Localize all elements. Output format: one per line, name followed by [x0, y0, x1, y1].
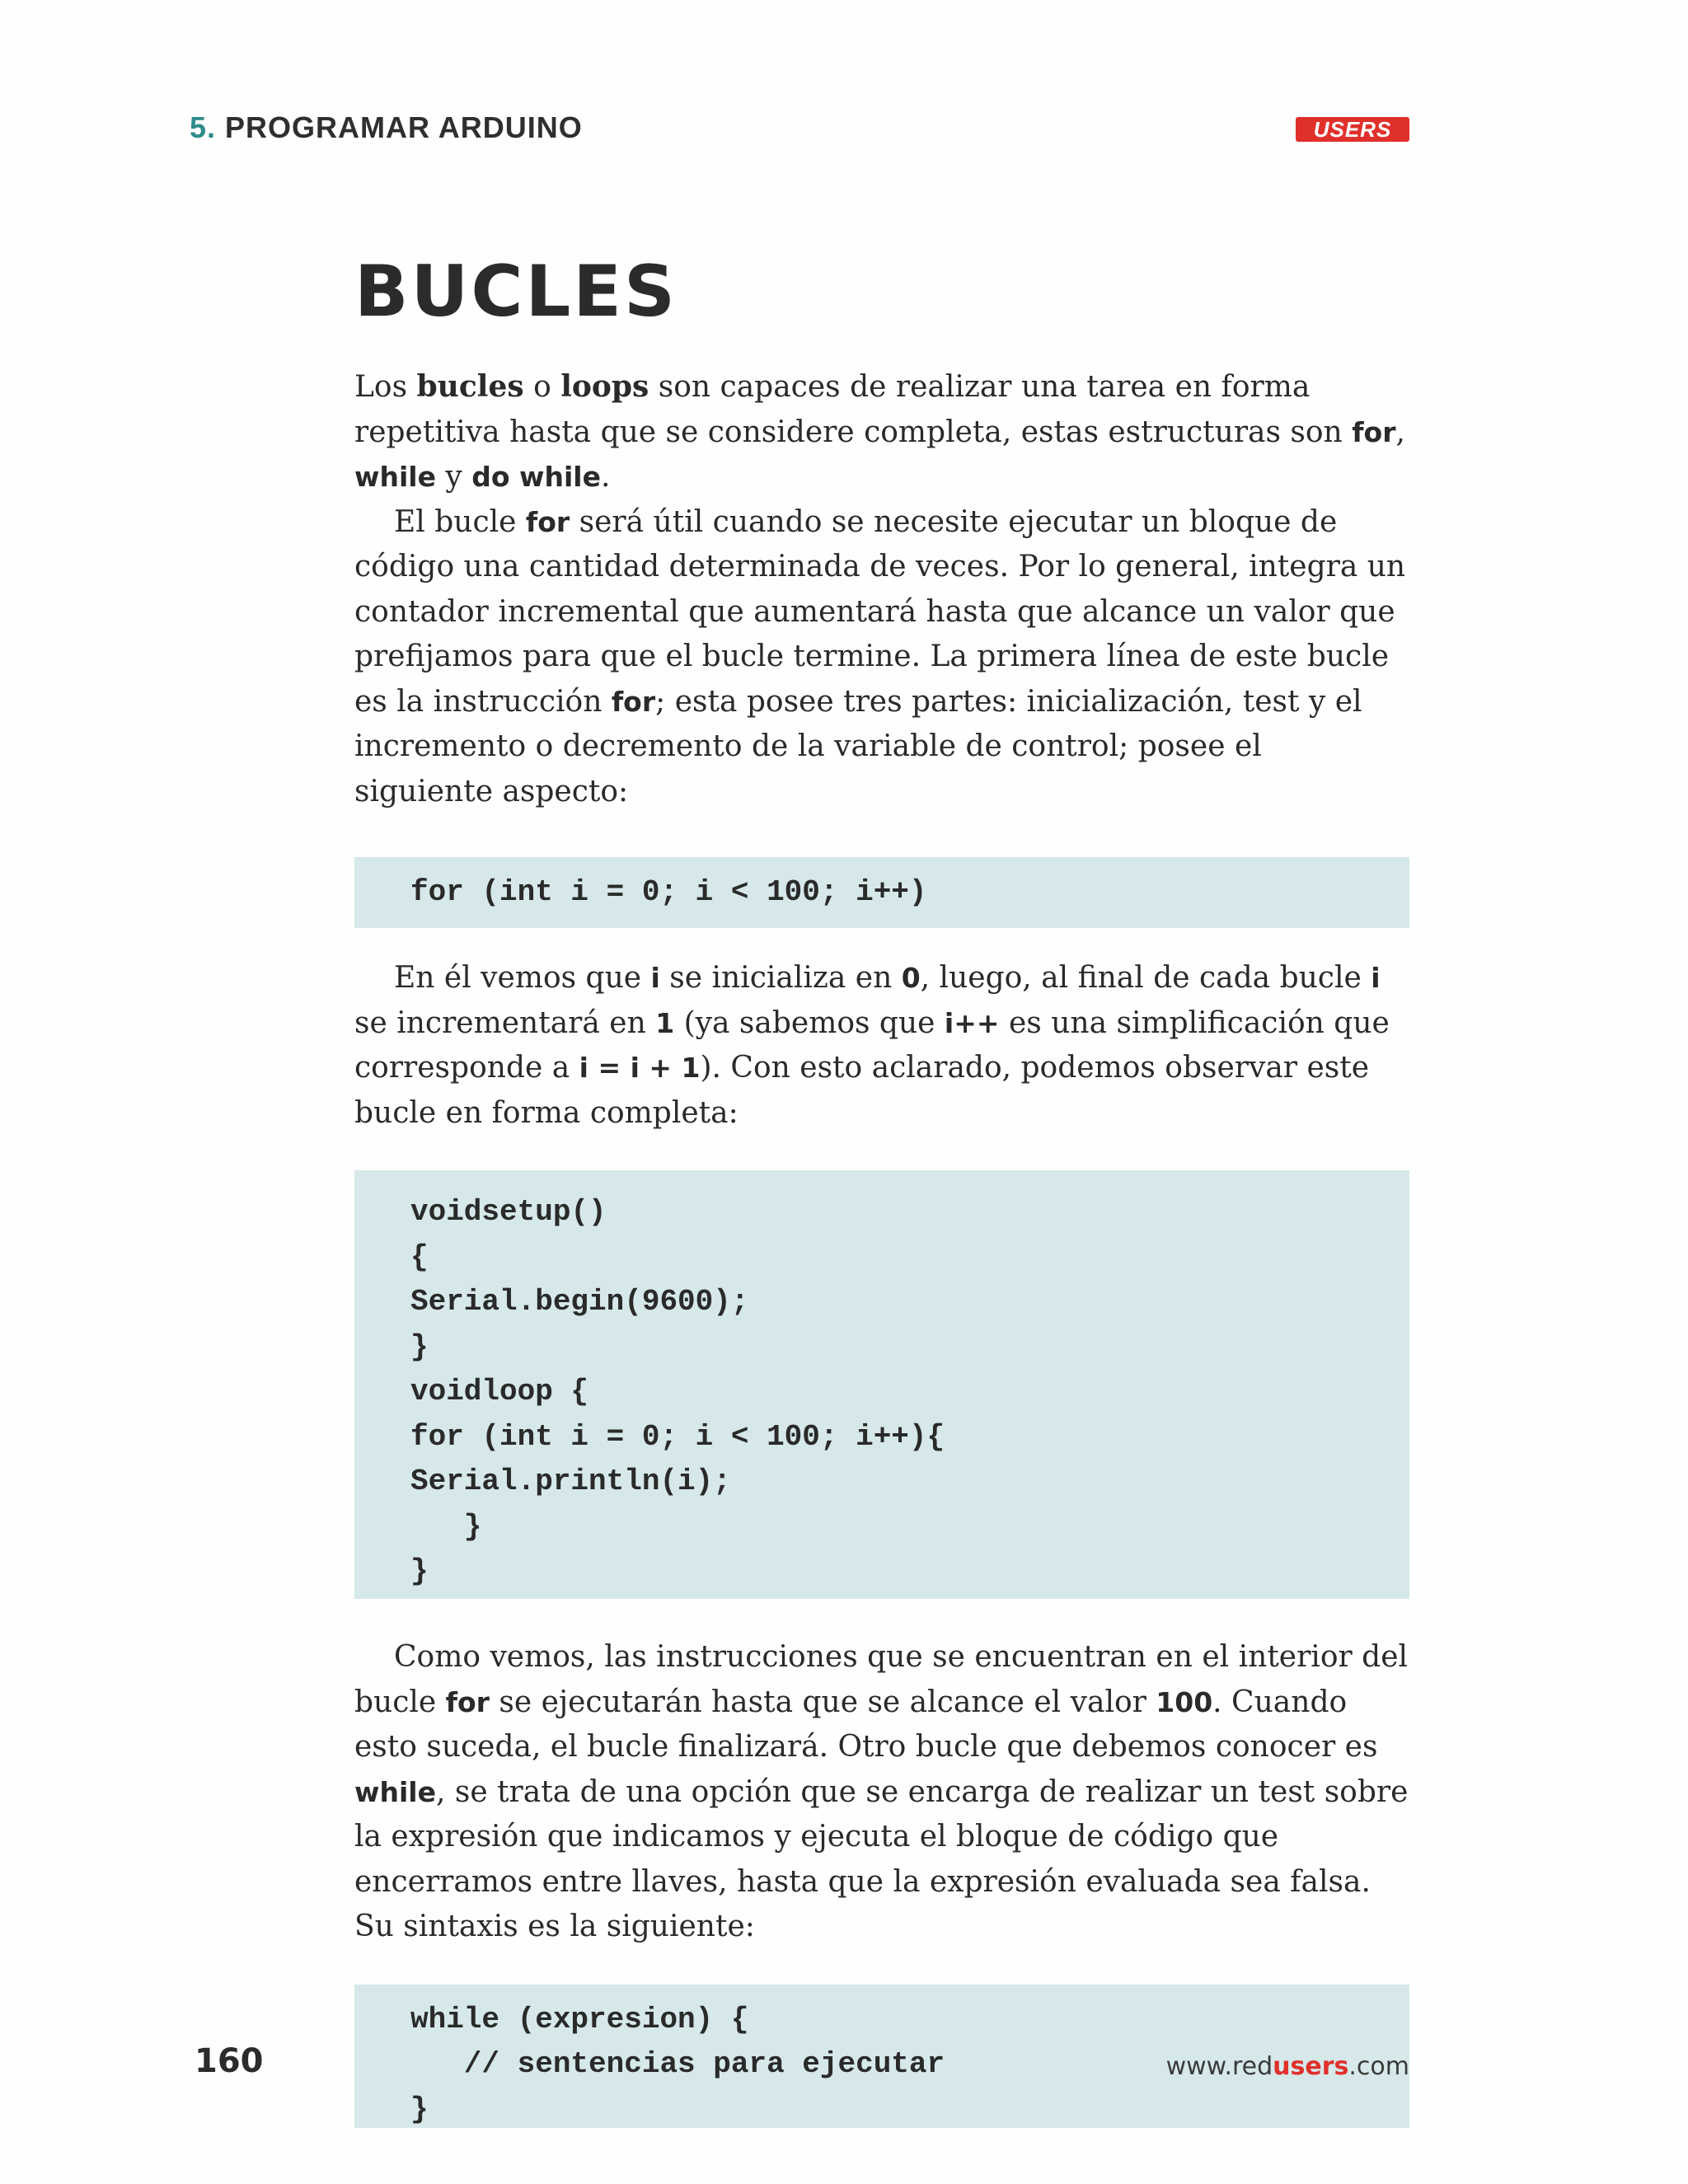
keyword-while: while [354, 1775, 436, 1808]
keyword-do-while: do while [471, 461, 601, 493]
text-run: son capaces de realizar una tarea en forma repetitiva hasta que se considere completa, estas estructuras son [354, 370, 1353, 449]
code-block-full-loop [354, 1170, 1409, 1599]
text-run: ; esta posee tres partes: inicialización, test y el incremento o decremento de la variable de control; posee el siguiente aspecto: [354, 684, 1362, 808]
text-run: se ejecutarán hasta que se alcance el valor [489, 1685, 1156, 1719]
paragraph-explanation [354, 956, 1409, 1136]
keyword-for: for [1352, 415, 1396, 448]
site-suffix: .com [1348, 2052, 1409, 2081]
text-run: En él vemos que [394, 961, 651, 995]
text-run: es una simplificación que corresponde a [354, 1005, 1390, 1085]
keyword-one: 1 [655, 1006, 675, 1039]
text-run: , se trata de una opción que se encarga de realizar un test sobre la expresión que indicamos y ejecuta el bloque de código que encerramos entre llaves, hasta que la expresión evaluada sea falsa. Su sintaxis es la siguiente: [354, 1774, 1409, 1943]
footer-website[interactable] [1166, 2052, 1409, 2081]
text-run: se inicializa en [659, 961, 902, 995]
code-line: } [410, 2092, 429, 2126]
page-number: 160 [195, 2042, 264, 2080]
text-run: ). Con esto aclarado, podemos observar este bucle en forma completa: [354, 1051, 1370, 1130]
code-line: Serial.begin(9600); [410, 1285, 749, 1319]
code-line: } [410, 1554, 429, 1588]
code-line: } [410, 1509, 482, 1544]
text-run: se incrementará en [354, 1005, 656, 1040]
term-loops: loops [560, 369, 649, 404]
chapter-number: 5. [190, 110, 217, 144]
text-run: . [601, 460, 611, 494]
paragraph-for [354, 500, 1409, 815]
chapter-title: PROGRAMAR ARDUINO [225, 110, 583, 144]
text-run: o [523, 370, 561, 404]
paragraph-while [354, 1635, 1409, 1950]
section-title: BUCLES [354, 251, 678, 333]
keyword-100: 100 [1156, 1685, 1213, 1718]
code-line: for (int i = 0; i < 100; i++) [410, 875, 927, 909]
code-line: voidsetup() [410, 1195, 607, 1229]
code-line: for (int i = 0; i < 100; i++){ [410, 1419, 945, 1454]
keyword-for: for [525, 505, 570, 538]
text-run: Los [354, 370, 417, 404]
code-line: { [410, 1240, 429, 1274]
text-run: , luego, al final de cada bucle [920, 961, 1372, 995]
chapter-heading [190, 110, 583, 145]
code-line: // sentencias para ejecutar [410, 2047, 945, 2081]
site-highlight: users [1273, 2052, 1349, 2081]
keyword-while: while [354, 461, 436, 493]
page-header [190, 110, 1409, 147]
code-block-for [354, 857, 1409, 928]
text-run: El bucle [394, 504, 526, 539]
text-run: (ya sabemos que [674, 1005, 945, 1040]
code-line: voidloop { [410, 1375, 589, 1408]
site-prefix: www.red [1165, 2052, 1273, 2081]
keyword-for: for [611, 685, 656, 718]
keyword-zero: 0 [901, 962, 921, 994]
main-content [354, 247, 1409, 2128]
text-run: . Cuando esto suceda, el bucle finalizará. Otro bucle que debemos conocer es [354, 1685, 1378, 1764]
keyword-assignment: i = i + 1 [579, 1052, 701, 1084]
code-line: } [410, 1329, 429, 1364]
paragraph-intro [354, 364, 1409, 500]
term-bucles: bucles [416, 369, 524, 404]
keyword-for: for [445, 1685, 490, 1718]
text-run: , [1395, 415, 1405, 449]
code-line: Serial.println(i); [410, 1465, 731, 1498]
users-logo: USERS [1296, 117, 1409, 142]
text-run: será útil cuando se necesite ejecutar un bloque de código una cantidad determinada de veces. Por lo general, integra un contador incremental que aumentará hasta que alcance un valor que prefijamos para que el bucle termine. La primera línea de este bucle es la instrucción [354, 504, 1406, 719]
text-run: y [435, 460, 472, 494]
code-line: while (expresion) { [410, 2002, 749, 2036]
keyword-i: i [1371, 962, 1381, 994]
keyword-i: i [650, 962, 660, 994]
keyword-increment: i++ [944, 1006, 1000, 1039]
text-run: Como vemos, las instrucciones que se encuentran en el interior del bucle [354, 1640, 1409, 1719]
